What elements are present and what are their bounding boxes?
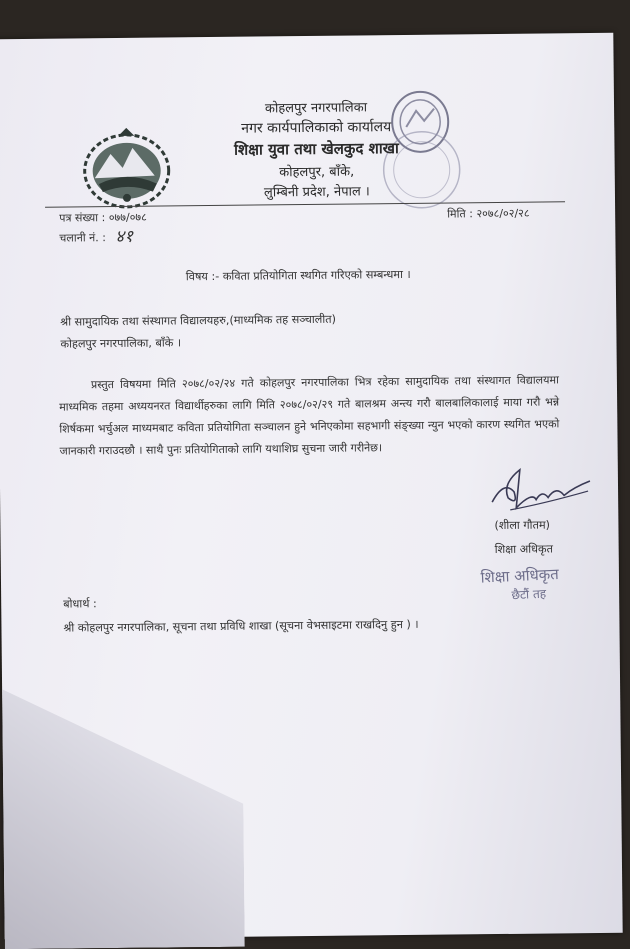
office-province: लुम्बिनी प्रदेश, नेपाल । — [263, 184, 370, 201]
branch-name: शिक्षा युवा तथा खेलकुद शाखा — [234, 139, 399, 159]
letter-number: पत्र संख्या : ०७७/०७८ — [59, 210, 147, 225]
office-address: कोहलपुर, बाँके, — [279, 164, 355, 181]
letter-body — [59, 369, 560, 462]
signatory-name: (शीला गौतम) — [494, 518, 551, 533]
letter-paper — [0, 33, 623, 939]
paper-fold-shadow — [2, 687, 245, 949]
designation-stamp — [480, 564, 560, 605]
government-emblem-icon — [78, 125, 175, 212]
signatory-title: शिक्षा अधिकृत — [494, 542, 554, 557]
recipient-line-1: श्री सामुदायिक तथा संस्थागत विद्यालयहरु,(माध्यमिक तह सञ्चालीत) — [60, 312, 336, 329]
signature-scribble — [484, 461, 597, 516]
recipient-line-2: कोहलपुर नगरपालिका, बाँके । — [60, 336, 182, 351]
letter-body-text: प्रस्तुत विषयमा मिति २०७८/०२/२४ गते कोहलपुर नगरपालिका भित्र रहेका सामुदायिक तथा संस्थागत विद्यालयमा माध्यमिक तहमा अध्ययनरत विद्यार्थीहरुका लागि मिति २०७८/०२/२९ गते बालश्रम अन्त्य गरौ बालबालिकालाई माया गरौ भन्ने शिर्षकमा भर्चुअल माध्यमबाट कविता प्रतियोगिता सञ्चालन हुने भनिएकोमा सहभागी संङ्ख्या न्युन भएको कारण स्थगित भएको जानकारी गराउदछौ । साथै पुनः प्रतियोगिताको लागि यथाशिघ्र सुचना जारी गरीनेछ। — [59, 373, 560, 458]
letter-subject: विषय :- कविता प्रतियोगिता स्थगित गरिएको सम्बन्धमा । — [185, 267, 411, 284]
stamp-line-1: शिक्षा अधिकृत — [480, 565, 560, 587]
cc-label: बोधार्थ : — [63, 597, 97, 611]
office-subtitle: नगर कार्यपालिकाको कार्यालय — [241, 119, 392, 137]
dispatch-number: ४१ — [115, 226, 134, 248]
letter-date: मिति : २०७८/०२/२८ — [447, 206, 530, 221]
office-name: कोहलपुर नगरपालिका — [264, 100, 368, 117]
dispatch-label: चलानी नं. : — [59, 231, 107, 245]
cc-line: श्री कोहलपुर नगरपालिका, सूचना तथा प्रविधि शाखा (सूचना वेभसाइटमा राखदिनु हुन ) । — [63, 617, 419, 635]
stamp-line-2: छैटौं तह — [511, 586, 547, 603]
